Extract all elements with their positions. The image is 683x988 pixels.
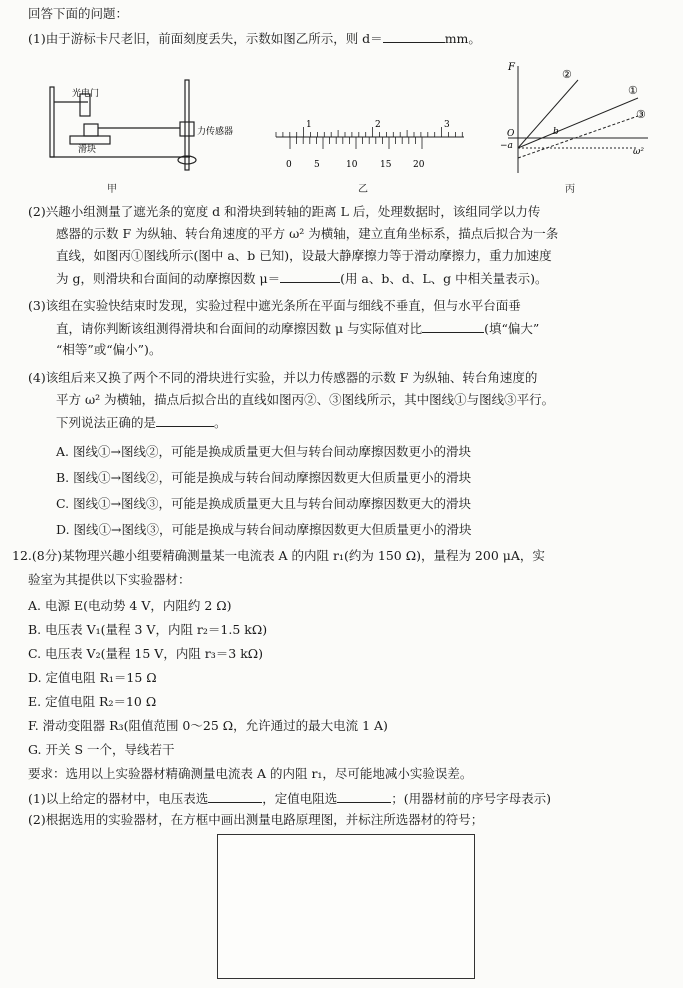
- main-tick-label-2: 2: [375, 120, 381, 130]
- q2-answer-blank[interactable]: [280, 270, 340, 283]
- q12-item-f: F. 滑动变阻器 R₃(阻值范围 0～25 Ω，允许通过的最大电流 1 A): [28, 718, 388, 733]
- q1-answer-blank[interactable]: [383, 30, 445, 43]
- q12-item-a: A. 电源 E(电动势 4 V，内阻约 2 Ω): [28, 598, 232, 613]
- q3-answer-blank[interactable]: [422, 320, 484, 333]
- q4-line-3: [56, 414, 227, 431]
- q12-s1-text-a: (1)以上给定的器材中，电压表选: [28, 791, 209, 806]
- label-sensor: 力传感器: [197, 127, 234, 137]
- q4-text-3a: 下列说法正确的是: [56, 415, 157, 430]
- q12-line-1: 12.(8分)某物理兴趣小组要精确测量某一电流表 A 的内阻 r₁(约为 150 Ω)，量程为 200 μA，实: [12, 548, 545, 563]
- q12-item-d: D. 定值电阻 R₁＝15 Ω: [28, 670, 157, 685]
- caption-jia: 甲: [107, 184, 117, 195]
- line-2-label: ②: [562, 68, 572, 81]
- graph-line-3-dashed: [518, 116, 638, 158]
- q3-line-1: (3)该组在实验快结束时发现，实验过程中遮光条所在平面与细线不垂直，但与水平台面垂: [28, 298, 521, 313]
- main-tick-label-3: 3: [444, 120, 450, 130]
- circuit-drawing-box[interactable]: [217, 834, 475, 979]
- q4-answer-blank[interactable]: [156, 414, 214, 427]
- vernier-tick-label-5: 5: [314, 160, 320, 170]
- q12-item-c: C. 电压表 V₂(量程 15 V，内阻 r₃＝3 kΩ): [28, 646, 264, 661]
- force-sensor: [180, 122, 194, 136]
- q2-text-4b: (用 a、b、d、L、g 中相关量表示)。: [340, 271, 548, 286]
- q4-line-1: (4)该组后来又换了两个不同的滑块进行实验，并以力传感器的示数 F 为纵轴、转台角速度的: [28, 370, 538, 385]
- q12-item-e: E. 定值电阻 R₂＝10 Ω: [28, 694, 157, 709]
- caption-yi: 乙: [358, 184, 368, 195]
- resistor-answer-blank[interactable]: [337, 790, 391, 803]
- vernier-tick-label-10: 10: [346, 160, 358, 170]
- intro-text: 回答下面的问题：: [28, 6, 129, 21]
- q12-subq-2: (2)根据选用的实验器材，在方框中画出测量电路原理图，并标注所选器材的符号；: [28, 812, 484, 827]
- q4-option-a[interactable]: A. 图线①→图线②，可能是换成质量更大但与转台间动摩擦因数更小的滑块: [56, 444, 471, 459]
- label-a: −a: [500, 141, 513, 151]
- q12-item-b: B. 电压表 V₁(量程 3 V，内阻 r₂＝1.5 kΩ): [28, 622, 268, 637]
- q2-line-2: 感器的示数 F 为纵轴、转台角速度的平方 ω² 为横轴，建立直角坐标系，描点后拟合为一条: [56, 226, 559, 241]
- slider-base: [70, 136, 110, 144]
- axis-y-label: F: [508, 62, 515, 73]
- q2-line-1: (2)兴趣小组测量了遮光条的宽度 d 和滑块到转轴的距离 L 后，处理数据时，该组同学以力传: [28, 204, 541, 219]
- q12-requirement: 要求：选用以上实验器材精确测量电流表 A 的内阻 r₁，尽可能地减小实验误差。: [28, 766, 473, 781]
- q3-text-2a: 直，请你判断该组测得滑块和台面间的动摩擦因数 μ 与实际值对比: [56, 321, 423, 336]
- q12-subq-1: [28, 790, 551, 807]
- q12-line-2: 验室为其提供以下实验器材：: [28, 572, 191, 587]
- question-1: [28, 30, 481, 47]
- q12-item-g: G. 开关 S 一个，导线若干: [28, 742, 175, 757]
- figure-jia: [40, 62, 234, 192]
- axis-x-label: ω²: [633, 147, 644, 157]
- label-gate: 光电门: [72, 89, 100, 99]
- figure-bing-graph: [498, 58, 658, 183]
- q3-line-2: [56, 320, 539, 337]
- q3-text-2b: (填“偏大”: [484, 321, 540, 336]
- left-post: [50, 87, 54, 157]
- label-block: 滑块: [78, 145, 97, 155]
- vernier-tick-label-0: 0: [286, 160, 292, 170]
- graph-line-1: [518, 98, 638, 148]
- origin-label: O: [507, 129, 515, 139]
- q12-s1-text-b: ，定值电阻选: [262, 791, 338, 806]
- figure-yi-vernier: [268, 115, 468, 175]
- q1-unit: mm。: [444, 31, 481, 46]
- q4-option-b[interactable]: B. 图线①→图线②，可能是换成与转台间动摩擦因数更大但质量更小的滑块: [56, 470, 472, 485]
- block: [84, 124, 98, 136]
- q2-line-4: [56, 270, 548, 287]
- main-tick-label-1: 1: [306, 120, 312, 130]
- vernier-tick-label-15: 15: [380, 160, 392, 170]
- q4-option-d[interactable]: D. 图线①→图线③，可能是换成与转台间动摩擦因数更大但质量更小的滑块: [56, 522, 472, 537]
- label-b: b: [553, 127, 559, 137]
- q4-line-2: 平方 ω² 为横轴，描点后拟合出的直线如图丙②、③图线所示，其中图线①与图线③平行。: [56, 392, 555, 407]
- voltmeter-answer-blank[interactable]: [208, 790, 262, 803]
- q2-line-3: 直线，如图丙①图线所示(图中 a、b 已知)，设最大静摩擦力等于滑动摩擦力，重力加速度: [56, 248, 552, 263]
- line-1-label: ①: [628, 84, 638, 97]
- q4-text-3b: 。: [214, 415, 227, 430]
- q2-text-4a: 为 g，则滑块和台面间的动摩擦因数 μ＝: [56, 271, 281, 286]
- line-3-label: ③: [636, 108, 646, 121]
- q3-line-3: “相等”或“偏小”)。: [56, 342, 162, 357]
- caption-bing: 丙: [565, 184, 575, 195]
- q4-option-c[interactable]: C. 图线①→图线③，可能是换成质量更大且与转台间动摩擦因数更大的滑块: [56, 496, 472, 511]
- q12-s1-text-c: ；(用器材前的序号字母表示): [391, 791, 551, 806]
- vernier-tick-label-20: 20: [413, 160, 425, 170]
- q1-text: (1)由于游标卡尺老旧，前面刻度丢失，示数如图乙所示，则 d＝: [28, 31, 383, 46]
